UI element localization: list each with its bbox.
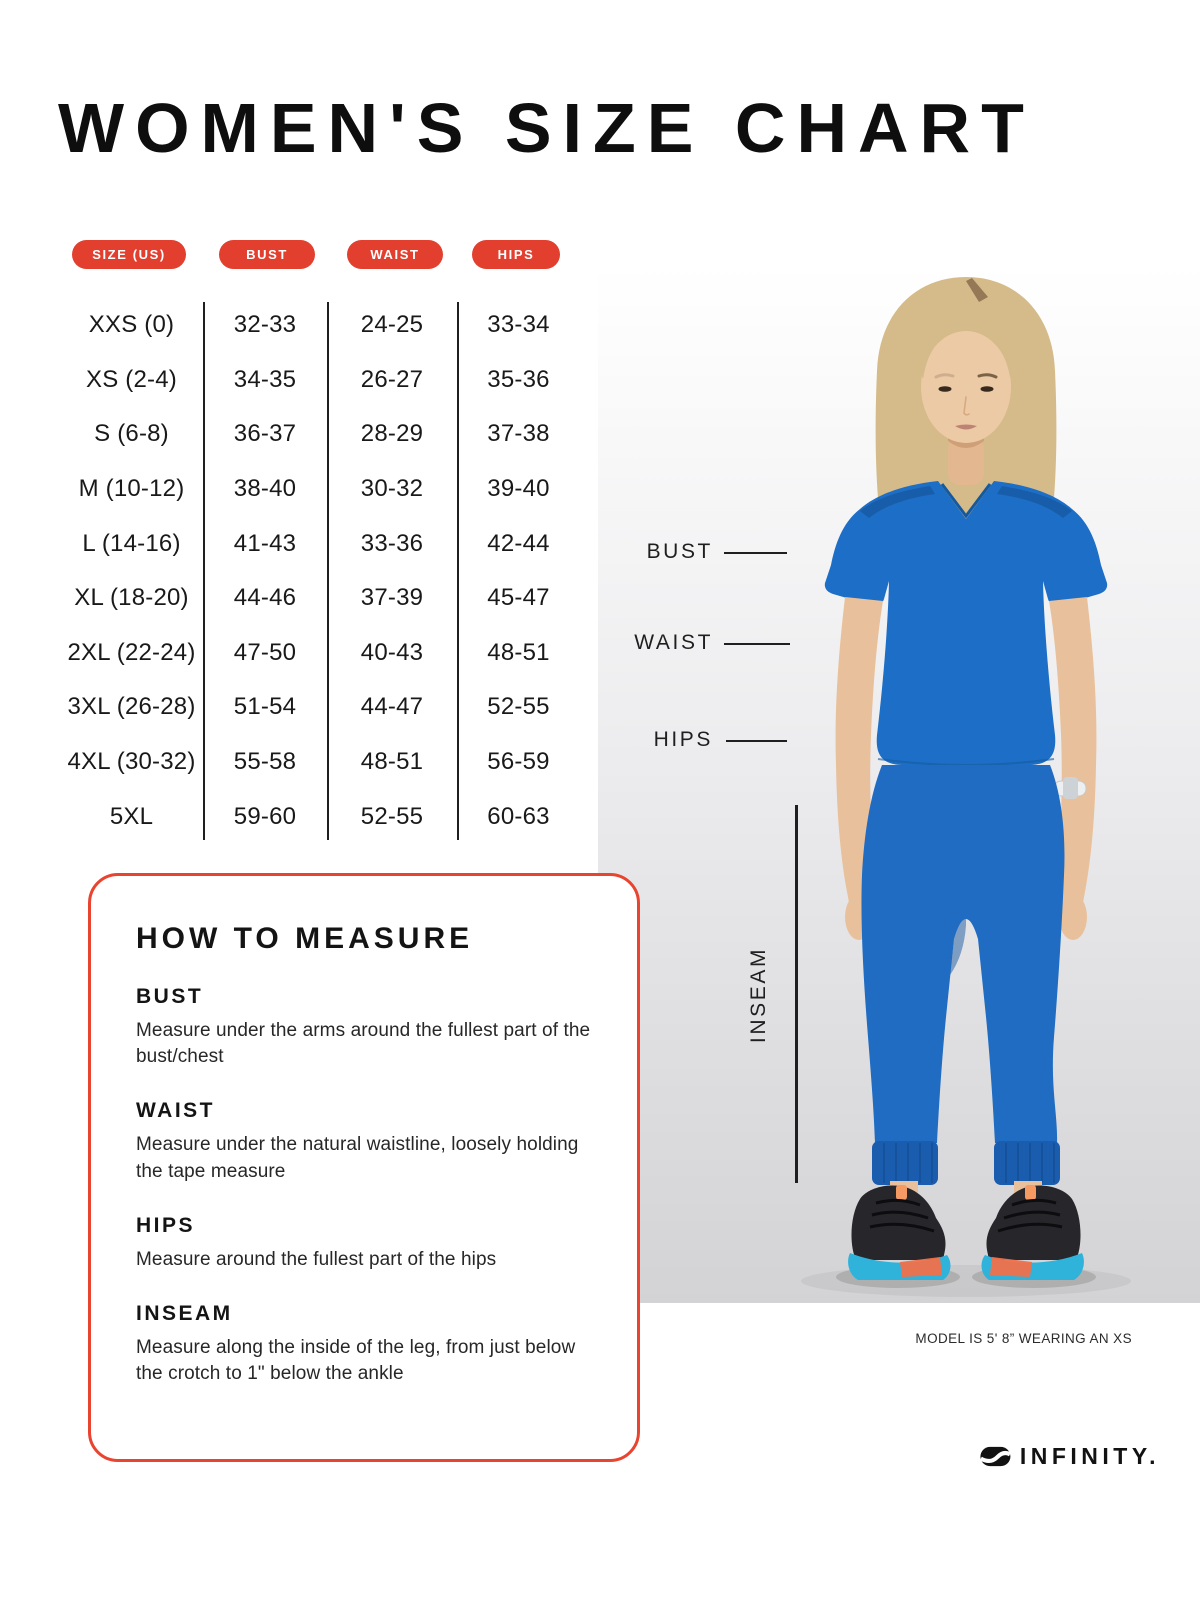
size-table-divider bbox=[327, 302, 329, 840]
model-photo bbox=[598, 265, 1200, 1303]
page-title: WOMEN'S SIZE CHART bbox=[58, 89, 1035, 167]
measure-section-text: Measure under the natural waistline, loosely holding the tape measure bbox=[136, 1134, 579, 1182]
model-shoe-left bbox=[848, 1185, 950, 1280]
infinity-logo bbox=[980, 1440, 1160, 1472]
header-pill-hips: HIPS bbox=[472, 240, 560, 269]
measure-section-text: Measure under the arms around the fullest part of the bust/chest bbox=[136, 1020, 591, 1068]
bust-cell: 41-43 bbox=[233, 529, 297, 557]
size-cell: 3XL (26-28) bbox=[67, 693, 196, 721]
waist-pointer-line bbox=[724, 643, 790, 645]
bust-cell: 38-40 bbox=[233, 475, 297, 503]
bust-cell: 59-60 bbox=[233, 802, 297, 830]
hips-cell: 56-59 bbox=[487, 748, 550, 776]
measure-section-label: HIPS bbox=[136, 1213, 196, 1237]
hips-cell: 45-47 bbox=[487, 584, 550, 612]
model-illustration bbox=[598, 265, 1200, 1303]
measure-section-label: WAIST bbox=[136, 1099, 215, 1123]
waist-cell: 33-36 bbox=[360, 529, 424, 557]
hips-cell: 33-34 bbox=[487, 311, 550, 339]
measure-section-text: Measure along the inside of the leg, from just below the crotch to 1" below the ankle bbox=[136, 1337, 576, 1385]
hips-cell: 39-40 bbox=[487, 475, 550, 503]
measure-section-text: Measure around the fullest part of the hips bbox=[136, 1248, 497, 1270]
model-shoe-right bbox=[982, 1185, 1084, 1280]
measure-section-label: INSEAM bbox=[136, 1302, 233, 1326]
size-cell: S (6-8) bbox=[94, 420, 169, 448]
waist-cell: 30-32 bbox=[360, 475, 424, 503]
waist-cell: 44-47 bbox=[360, 693, 424, 721]
hips-cell: 37-38 bbox=[487, 420, 550, 448]
header-pill-size: SIZE (US) bbox=[72, 240, 186, 269]
infinity-loop-icon bbox=[980, 1444, 1011, 1469]
waist-cell: 24-25 bbox=[360, 311, 424, 339]
hips-cell: 52-55 bbox=[487, 693, 550, 721]
size-cell: L (14-16) bbox=[82, 529, 181, 557]
waist-cell: 40-43 bbox=[360, 638, 424, 666]
measure-section-hips bbox=[136, 1214, 597, 1273]
bust-cell: 51-54 bbox=[233, 693, 297, 721]
bust-pointer-label: BUST bbox=[646, 540, 713, 563]
bust-cell: 47-50 bbox=[233, 638, 297, 666]
bust-cell: 55-58 bbox=[233, 748, 297, 776]
size-cell: 5XL bbox=[109, 802, 154, 830]
model-scrub-pants bbox=[861, 765, 1064, 1143]
header-pill-bust: BUST bbox=[219, 240, 315, 269]
hips-cell: 60-63 bbox=[487, 802, 550, 830]
waist-cell: 52-55 bbox=[360, 802, 424, 830]
measure-section-waist bbox=[136, 1099, 597, 1184]
hips-pointer-line bbox=[726, 740, 787, 742]
inseam-pointer-label: INSEAM bbox=[747, 946, 770, 1044]
how-to-measure-box bbox=[88, 873, 640, 1462]
how-to-measure-title: HOW TO MEASURE bbox=[136, 922, 474, 955]
hips-cell: 42-44 bbox=[487, 529, 550, 557]
infinity-wordmark: INFINITY. bbox=[1019, 1442, 1160, 1469]
waist-cell: 28-29 bbox=[360, 420, 424, 448]
size-cell: XL (18-20) bbox=[74, 584, 189, 612]
waist-cell: 26-27 bbox=[360, 365, 424, 393]
bust-pointer-line bbox=[724, 552, 787, 554]
size-cell: M (10-12) bbox=[78, 475, 185, 503]
waist-cell: 37-39 bbox=[360, 584, 424, 612]
hips-cell: 48-51 bbox=[487, 638, 550, 666]
measure-section-label: BUST bbox=[136, 985, 204, 1008]
header-pill-waist: WAIST bbox=[347, 240, 443, 269]
bust-cell: 32-33 bbox=[233, 311, 297, 339]
size-table-rows bbox=[60, 298, 580, 844]
inseam-pointer-line bbox=[795, 805, 798, 1183]
size-cell: XS (2-4) bbox=[86, 365, 177, 393]
measure-section-inseam bbox=[136, 1302, 597, 1387]
hips-cell: 35-36 bbox=[487, 365, 550, 393]
size-table-divider bbox=[203, 302, 205, 840]
bust-cell: 34-35 bbox=[233, 365, 297, 393]
bust-cell: 44-46 bbox=[233, 584, 297, 612]
measure-section-bust bbox=[136, 985, 597, 1070]
size-cell: 2XL (22-24) bbox=[67, 638, 196, 666]
size-table-divider bbox=[457, 302, 459, 840]
size-table bbox=[60, 298, 580, 844]
size-cell: XXS (0) bbox=[88, 311, 175, 339]
size-cell: 4XL (30-32) bbox=[67, 748, 196, 776]
bust-cell: 36-37 bbox=[233, 420, 297, 448]
waist-pointer-label: WAIST bbox=[634, 631, 713, 654]
waist-cell: 48-51 bbox=[360, 748, 424, 776]
hips-pointer-label: HIPS bbox=[653, 728, 713, 751]
model-caption: MODEL IS 5' 8” WEARING AN XS bbox=[915, 1331, 1132, 1346]
